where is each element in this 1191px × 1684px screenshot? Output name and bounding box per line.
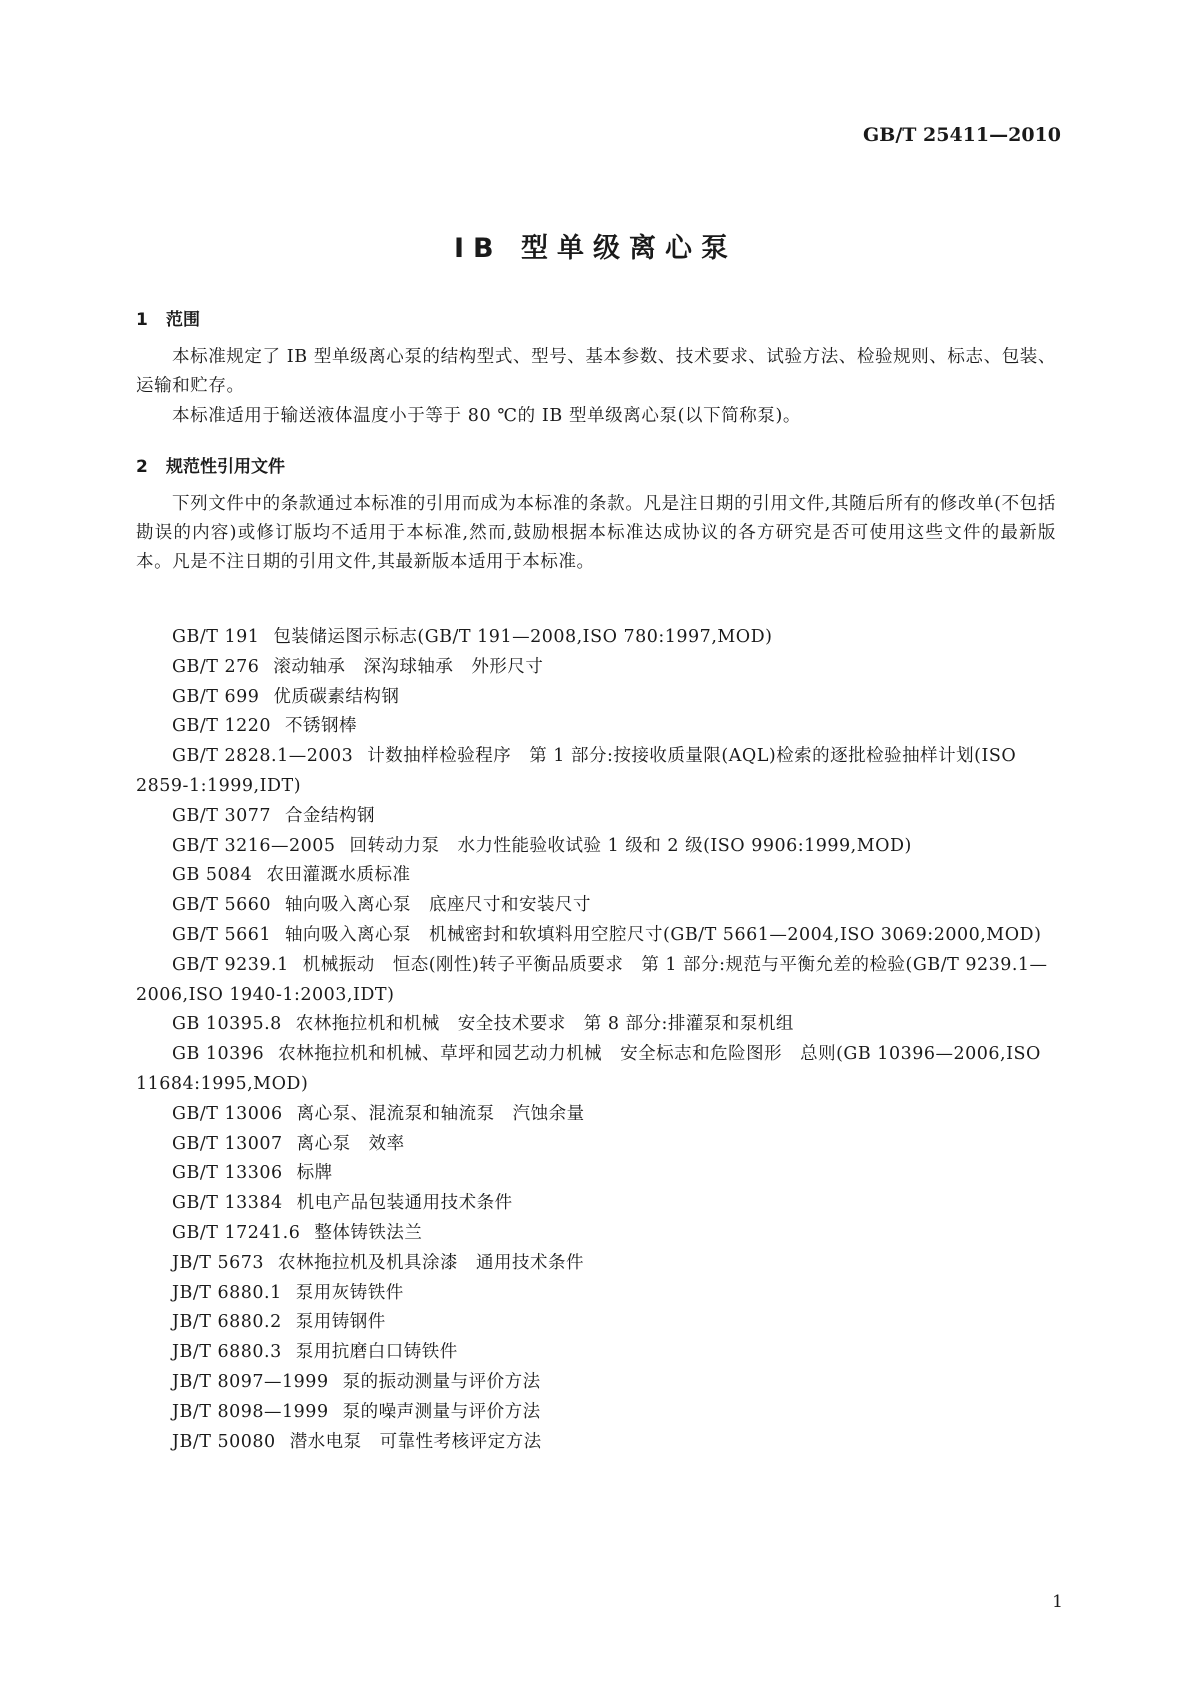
reference-code: JB/T 6880.1	[172, 1282, 282, 1303]
reference-item	[136, 1428, 1056, 1458]
reference-title: 泵用抗磨白口铸铁件	[295, 1342, 458, 1363]
reference-code: JB/T 5673	[172, 1252, 265, 1273]
reference-title: 离心泵、混流泵和轴流泵 汽蚀余量	[296, 1103, 585, 1124]
reference-code: GB/T 13306	[172, 1163, 283, 1184]
reference-title: 机械振动 恒态(刚性)转子平衡品质要求 第 1 部分:规范与平衡允差的检验(GB/T 9239.1—2006,ISO 1940-1:2003,IDT)	[136, 954, 1048, 1005]
reference-title: 农林拖拉机和机械、草坪和园艺动力机械 安全标志和危险图形 总则(GB 10396—2006,ISO 11684:1995,MOD)	[136, 1044, 1041, 1094]
reference-title: 农田灌溉水质标准	[266, 865, 411, 886]
reference-item	[136, 1338, 1056, 1368]
reference-title: 包装储运图示标志(GB/T 191—2008,ISO 780:1997,MOD)	[273, 627, 773, 647]
reference-title: 整体铸铁法兰	[314, 1222, 423, 1243]
reference-code: GB/T 699	[172, 686, 260, 707]
reference-item	[136, 1040, 1056, 1100]
reference-title: 计数抽样检验程序 第 1 部分:按接收质量限(AQL)检索的逐批检验抽样计划(ISO 2859-1:1999,IDT)	[136, 746, 1017, 796]
reference-item	[136, 1219, 1056, 1249]
reference-title: 泵用铸钢件	[295, 1312, 386, 1333]
reference-code: GB/T 9239.1	[172, 954, 289, 975]
reference-code: GB/T 17241.6	[172, 1222, 301, 1243]
reference-code: GB/T 5660	[172, 895, 272, 916]
reference-title: 轴向吸入离心泵 机械密封和软填料用空腔尺寸(GB/T 5661—2004,ISO 3069:2000,MOD)	[285, 924, 1042, 945]
reference-title: 泵的振动测量与评价方法	[342, 1371, 541, 1392]
reference-code: JB/T 8097—1999	[172, 1371, 329, 1392]
reference-code: GB 10395.8	[172, 1014, 282, 1035]
document-title: IB 型单级离心泵	[453, 233, 738, 264]
reference-code: GB/T 13384	[172, 1193, 283, 1214]
reference-code: GB/T 276	[172, 656, 260, 677]
reference-item	[136, 1100, 1056, 1130]
reference-item	[136, 742, 1056, 802]
reference-item	[136, 1308, 1056, 1338]
reference-title: 滚动轴承 深沟球轴承 外形尺寸	[273, 656, 544, 677]
reference-code: JB/T 6880.2	[172, 1312, 282, 1333]
reference-code: JB/T 50080	[172, 1431, 276, 1452]
section-2-title: 规范性引用文件	[166, 457, 285, 477]
reference-title: 泵用灰铸铁件	[295, 1282, 404, 1303]
reference-title: 合金结构钢	[285, 805, 376, 826]
reference-item	[136, 1159, 1056, 1189]
reference-title: 农林拖拉机及机具涂漆 通用技术条件	[278, 1252, 585, 1273]
reference-item	[136, 623, 1056, 653]
reference-item	[136, 891, 1056, 921]
reference-item	[136, 951, 1056, 1011]
section-2-number: 2	[136, 457, 148, 477]
reference-title: 不锈钢棒	[285, 716, 358, 737]
reference-code: GB/T 5661	[172, 924, 272, 945]
reference-item	[136, 683, 1056, 713]
section-1-paragraph-2: 本标准适用于输送液体温度小于等于 80 ℃的 IB 型单级离心泵(以下简称泵)。	[172, 406, 802, 426]
reference-title: 机电产品包装通用技术条件	[296, 1193, 513, 1214]
section-1-paragraph-1: 本标准规定了 IB 型单级离心泵的结构型式、型号、基本参数、技术要求、试验方法、检验规则、标志、包装、运输和贮存。	[136, 347, 1056, 396]
reference-item	[136, 921, 1056, 951]
reference-title: 离心泵 效率	[296, 1133, 405, 1154]
reference-title: 泵的噪声测量与评价方法	[342, 1401, 541, 1422]
reference-title: 潜水电泵 可靠性考核评定方法	[289, 1431, 542, 1452]
reference-item	[136, 1130, 1056, 1160]
section-2-intro: 下列文件中的条款通过本标准的引用而成为本标准的条款。凡是注日期的引用文件,其随后所有的修改单(不包括勘误的内容)或修订版均不适用于本标准,然而,鼓励根据本标准达成协议的各方研究是否可使用这些文件的最新版本。凡是不注日期的引用文件,其最新版本适用于本标准。	[136, 494, 1056, 572]
reference-code: GB/T 2828.1—2003	[172, 746, 354, 767]
reference-code: JB/T 6880.3	[172, 1342, 282, 1363]
reference-code: GB/T 13007	[172, 1133, 283, 1154]
reference-code: GB/T 191	[172, 627, 260, 647]
standard-code: GB/T 25411—2010	[863, 124, 1061, 146]
reference-title: 轴向吸入离心泵 底座尺寸和安装尺寸	[285, 895, 592, 916]
reference-item	[136, 1398, 1056, 1428]
reference-title: 标牌	[296, 1163, 333, 1184]
reference-item	[136, 1368, 1056, 1398]
reference-code: GB/T 3077	[172, 805, 272, 826]
reference-item	[136, 1279, 1056, 1309]
reference-list	[136, 623, 1056, 1457]
reference-code: GB 5084	[172, 865, 253, 886]
reference-title: 回转动力泵 水力性能验收试验 1 级和 2 级(ISO 9906:1999,MOD)	[349, 835, 912, 856]
reference-title: 优质碳素结构钢	[273, 686, 400, 707]
section-1-title: 范围	[166, 310, 200, 330]
reference-item	[136, 712, 1056, 742]
section-1-heading	[136, 305, 200, 330]
reference-code: GB 10396	[172, 1044, 265, 1065]
reference-item	[136, 861, 1056, 891]
reference-code: GB/T 1220	[172, 716, 272, 737]
reference-item	[136, 653, 1056, 683]
reference-item	[136, 802, 1056, 832]
reference-code: GB/T 13006	[172, 1103, 283, 1124]
page-number: 1	[1052, 1592, 1063, 1612]
reference-title: 农林拖拉机和机械 安全技术要求 第 8 部分:排灌泵和泵机组	[295, 1014, 794, 1035]
reference-item	[136, 832, 1056, 862]
reference-code: GB/T 3216—2005	[172, 835, 336, 856]
reference-code: JB/T 8098—1999	[172, 1401, 329, 1422]
section-1-number: 1	[136, 310, 148, 330]
section-2-heading	[136, 452, 285, 477]
reference-item	[136, 1249, 1056, 1279]
reference-item	[136, 1010, 1056, 1040]
reference-item	[136, 1189, 1056, 1219]
